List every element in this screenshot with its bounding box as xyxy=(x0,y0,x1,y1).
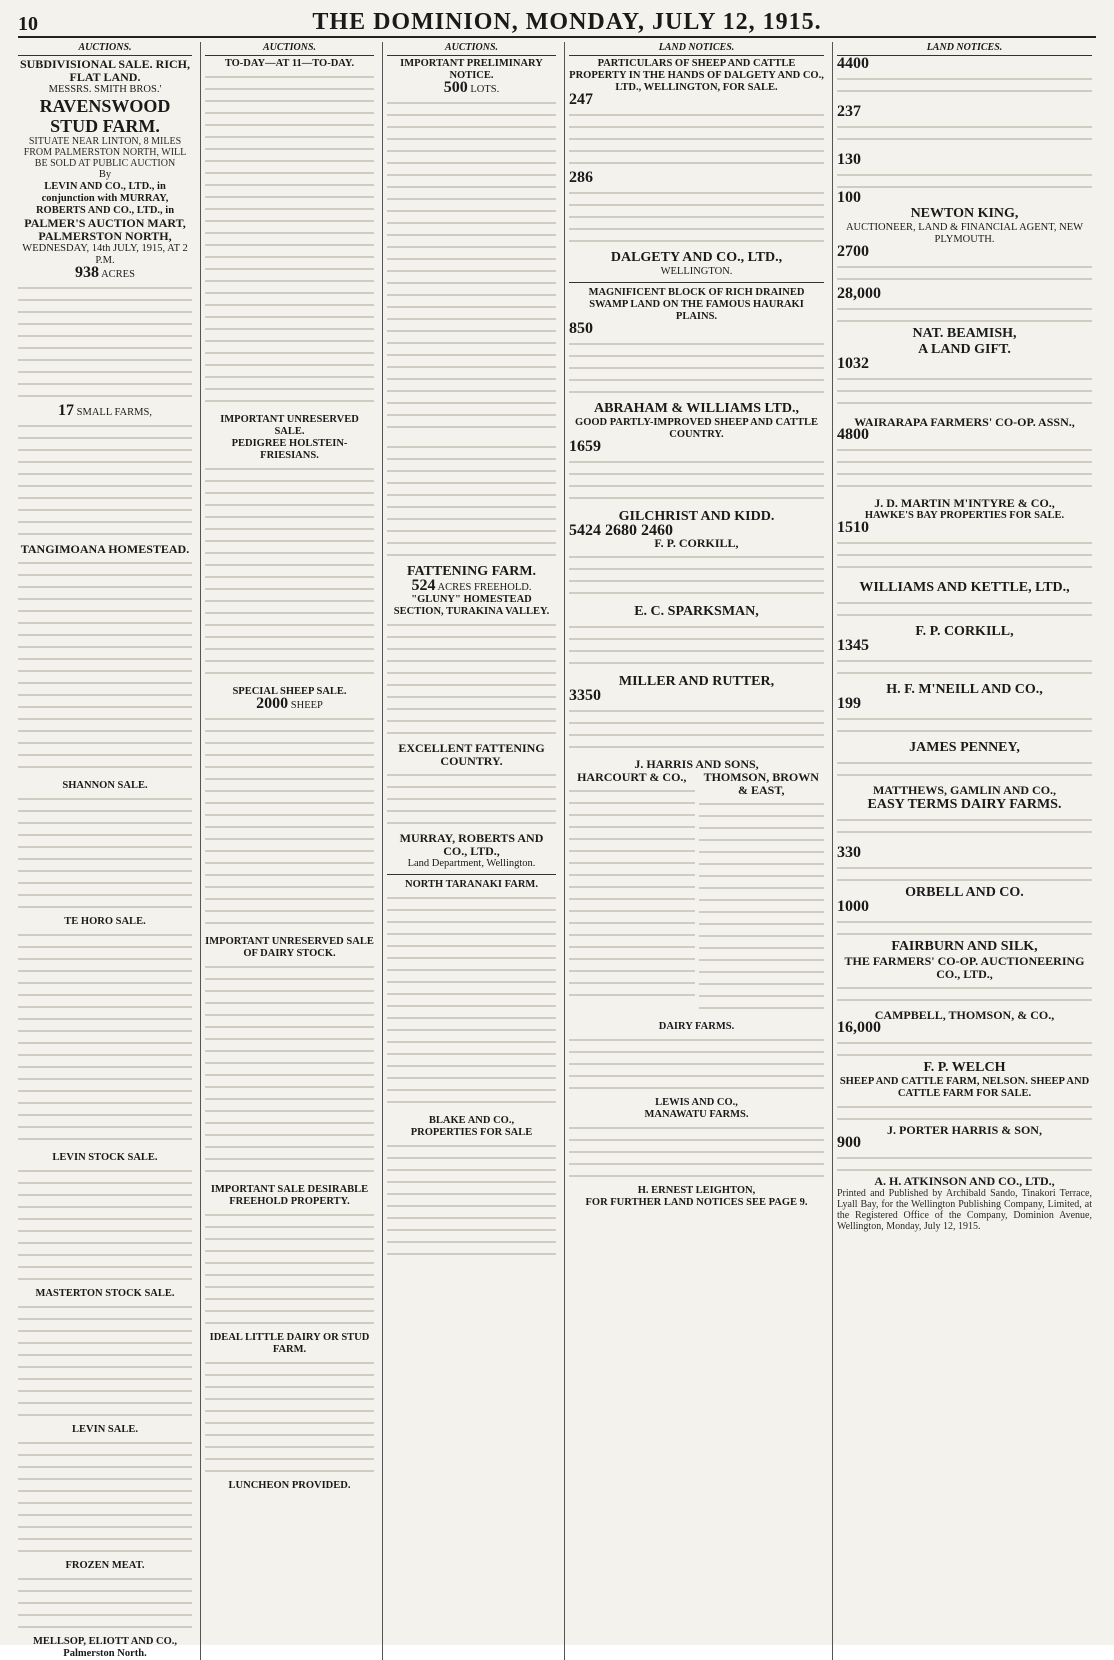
ad-number: 1000 xyxy=(837,898,869,915)
ad-firm: WILLIAMS AND KETTLE, LTD., xyxy=(859,580,1070,595)
column-auctions-2 xyxy=(200,42,378,1660)
ad-text: WELLINGTON. xyxy=(660,266,733,277)
printer-imprint: Printed and Published by Archibald Sando, Tinakori Terrace, Lyall Bay, for the Wellington Publishing Company, Limited, at the Registered Office of the Company, Dominion Avenue, Wellington, Monday, July 12, 1915. xyxy=(837,1188,1092,1232)
ad-heading: THE FARMERS' CO-OP. AUCTIONEERING CO., LTD., xyxy=(844,954,1085,981)
ad-heading: DAIRY FARMS. xyxy=(658,1021,735,1032)
ad-heading: MAGNIFICENT BLOCK OF RICH DRAINED SWAMP LAND ON THE FAMOUS HAURAKI PLAINS. xyxy=(588,287,805,322)
ad-footer: LUNCHEON PROVIDED. xyxy=(228,1480,351,1491)
ad-firm: CAMPBELL, THOMSON, & CO., xyxy=(874,1008,1055,1022)
ad-number: 16,000 xyxy=(837,1019,881,1036)
ad-heading: "GLUNY" HOMESTEAD SECTION, TURAKINA VALLEY. xyxy=(393,594,550,617)
ad-text: By xyxy=(98,169,112,180)
ad-number: 1345 xyxy=(837,637,869,654)
ad-firm: MATTHEWS, GAMLIN AND CO., xyxy=(872,783,1057,797)
ad-footer: FOR FURTHER LAND NOTICES SEE PAGE 9. xyxy=(585,1197,808,1208)
ad-text: SMALL FARMS, xyxy=(76,407,152,418)
ad-number: 1510 xyxy=(837,519,869,536)
ad-firm: GILCHRIST AND KIDD. xyxy=(618,509,775,524)
ad-heading: TO-DAY—AT 11—TO-DAY. xyxy=(224,58,355,69)
page-number: 10 xyxy=(18,13,38,35)
ad-number: 938 xyxy=(75,264,100,281)
ad-heading: HAWKE'S BAY PROPERTIES FOR SALE. xyxy=(864,510,1065,521)
ad-number: 100 xyxy=(837,189,861,206)
ad-auctioneers: LEVIN AND CO., LTD., in conjunction with MURRAY, ROBERTS AND CO., LTD., in xyxy=(35,181,175,216)
ad-firm: E. C. SPARKSMAN, xyxy=(634,604,759,619)
ad-firm: LEWIS AND CO., xyxy=(655,1097,738,1108)
ad-footer: MELLSOP, ELIOTT AND CO., Palmerston North. xyxy=(32,1636,178,1659)
ad-text: SITUATE NEAR LINTON, 8 MILES FROM PALMERSTON NORTH, WILL BE SOLD AT PUBLIC AUCTION xyxy=(23,136,187,169)
ad-heading: LEVIN STOCK SALE. xyxy=(52,1152,158,1163)
ad-heading: TE HORO SALE. xyxy=(64,916,146,927)
ad-heading: IMPORTANT UNRESERVED SALE. xyxy=(220,414,359,437)
ad-firm: MURRAY, ROBERTS AND CO., LTD., xyxy=(399,831,544,858)
ad-number: 2700 xyxy=(837,243,869,260)
ad-text: Land Department, Wellington. xyxy=(407,858,536,869)
ad-heading: FROZEN MEAT. xyxy=(65,1560,145,1571)
ad-number: 850 xyxy=(569,320,593,337)
ad-number: 5424 2680 2460 xyxy=(569,522,673,539)
ad-heading: SPECIAL SHEEP SALE. xyxy=(232,686,347,697)
ad-heading: EASY TERMS DAIRY FARMS. xyxy=(867,797,1062,812)
ad-heading: GOOD PARTLY-IMPROVED SHEEP AND CATTLE COUNTRY. xyxy=(575,417,818,440)
ad-firm: H. ERNEST LEIGHTON, xyxy=(637,1185,756,1196)
ad-heading: IMPORTANT SALE DESIRABLE FREEHOLD PROPERTY. xyxy=(210,1184,369,1207)
ad-heading: IDEAL LITTLE DAIRY OR STUD FARM. xyxy=(209,1332,370,1355)
ad-number: 1659 xyxy=(569,438,601,455)
ad-number: 130 xyxy=(837,151,861,168)
ad-title: RAVENSWOOD STUD FARM. xyxy=(39,96,171,136)
ad-text: ACRES FREEHOLD. xyxy=(437,582,532,593)
ad-heading: FATTENING FARM. xyxy=(406,564,537,579)
ad-number: 237 xyxy=(837,103,861,120)
ad-firm: HARCOURT & CO., xyxy=(577,770,687,784)
ad-firm: JAMES PENNEY, xyxy=(909,740,1020,755)
newspaper-title: THE DOMINION, MONDAY, JULY 12, 1915. xyxy=(312,9,822,35)
ad-heading: NORTH TARANAKI FARM. xyxy=(405,879,538,890)
ad-heading: SHEEP AND CATTLE FARM, NELSON. SHEEP AND CATTLE FARM FOR SALE. xyxy=(839,1076,1090,1099)
ad-heading: MANAWATU FARMS. xyxy=(644,1109,749,1120)
ad-text: SHEEP xyxy=(290,700,323,711)
ad-firm: A. H. ATKINSON AND CO., LTD., xyxy=(874,1174,1055,1188)
ad-heading: SUBDIVISIONAL SALE. RICH, FLAT LAND. xyxy=(19,57,191,84)
ad-number: 28,000 xyxy=(837,285,881,302)
ad-number: 4800 xyxy=(837,426,869,443)
ad-firm: FAIRBURN AND SILK, xyxy=(891,939,1038,954)
ad-heading: LEVIN SALE. xyxy=(72,1424,138,1435)
column-auctions-1 xyxy=(18,42,196,1660)
ad-firm: NAT. BEAMISH, xyxy=(912,326,1017,341)
column-auctions-3 xyxy=(382,42,560,1660)
ad-firm: BLAKE AND CO., xyxy=(428,1115,515,1126)
ad-heading: A LAND GIFT. xyxy=(918,342,1011,357)
ad-number: 247 xyxy=(569,91,593,108)
ad-number: 4400 xyxy=(837,55,869,72)
ad-firm: J. D. MARTIN M'INTYRE & CO., xyxy=(874,496,1055,510)
ad-firm: F. P. CORKILL, xyxy=(654,536,739,550)
ad-heading: IMPORTANT PRELIMINARY NOTICE. xyxy=(400,58,543,81)
ad-number: 524 xyxy=(411,577,436,594)
ad-text: ACRES xyxy=(101,269,135,280)
ad-firm: F. P. CORKILL, xyxy=(915,624,1014,639)
ad-number: 3350 xyxy=(569,687,601,704)
ad-firm: J. PORTER HARRIS & SON, xyxy=(887,1123,1042,1137)
ad-number: 330 xyxy=(837,844,861,861)
ad-firm: NEWTON KING, xyxy=(910,206,1019,221)
ad-heading: TANGIMOANA HOMESTEAD. xyxy=(20,542,190,556)
column-header: LAND NOTICES. xyxy=(569,42,824,56)
ad-number: 17 xyxy=(58,402,75,419)
column-header: LAND NOTICES. xyxy=(837,42,1092,56)
ad-date: WEDNESDAY, 14th JULY, 1915, AT 2 P.M. xyxy=(22,243,188,266)
ad-number: 900 xyxy=(837,1134,861,1151)
ad-firm: H. F. M'NEILL AND CO., xyxy=(886,682,1043,697)
ad-number: 199 xyxy=(837,695,861,712)
ad-heading: EXCELLENT FATTENING COUNTRY. xyxy=(398,741,545,768)
ad-firm: J. HARRIS AND SONS, xyxy=(634,757,759,771)
ad-number: 500 xyxy=(443,79,468,96)
ad-text: LOTS. xyxy=(470,84,500,95)
column-header: AUCTIONS. xyxy=(205,42,374,56)
ad-heading: PROPERTIES FOR SALE xyxy=(410,1127,533,1138)
ad-text: AUCTIONEER, LAND & FINANCIAL AGENT, NEW PLYMOUTH. xyxy=(845,222,1084,245)
ad-heading: PARTICULARS OF SHEEP AND CATTLE PROPERTY IN THE HANDS OF DALGETY AND CO., LTD., WELLINGTON, FOR SALE. xyxy=(569,58,824,93)
ad-number: 2000 xyxy=(256,695,289,712)
ad-firm: DALGETY AND CO., LTD., xyxy=(610,250,783,265)
ad-number: 1032 xyxy=(837,355,869,372)
ad-text: MESSRS. SMITH BROS.' xyxy=(48,84,162,95)
ad-number: 286 xyxy=(569,169,593,186)
column-header: AUCTIONS. xyxy=(387,42,556,56)
ad-venue: PALMER'S AUCTION MART, PALMERSTON NORTH, xyxy=(24,216,186,243)
masthead xyxy=(18,6,1096,38)
ad-heading: SHANNON SALE. xyxy=(62,780,148,791)
column-header: AUCTIONS. xyxy=(18,42,192,56)
ad-firm: F. P. WELCH xyxy=(923,1060,1006,1075)
ad-firm: ABRAHAM & WILLIAMS LTD., xyxy=(594,401,799,416)
column-land-notices-1 xyxy=(564,42,828,1660)
ad-firm: THOMSON, BROWN & EAST, xyxy=(703,770,819,797)
ad-firm: MILLER AND RUTTER, xyxy=(618,674,775,689)
ad-heading: PEDIGREE HOLSTEIN-FRIESIANS. xyxy=(231,438,348,461)
column-land-notices-2 xyxy=(832,42,1096,1660)
ad-firm: ORBELL AND CO. xyxy=(905,885,1024,900)
ad-heading: IMPORTANT UNRESERVED SALE OF DAIRY STOCK. xyxy=(205,936,374,959)
ad-firm: WAIRARAPA FARMERS' CO-OP. ASSN., xyxy=(854,415,1075,429)
ad-heading: MASTERTON STOCK SALE. xyxy=(35,1288,175,1299)
